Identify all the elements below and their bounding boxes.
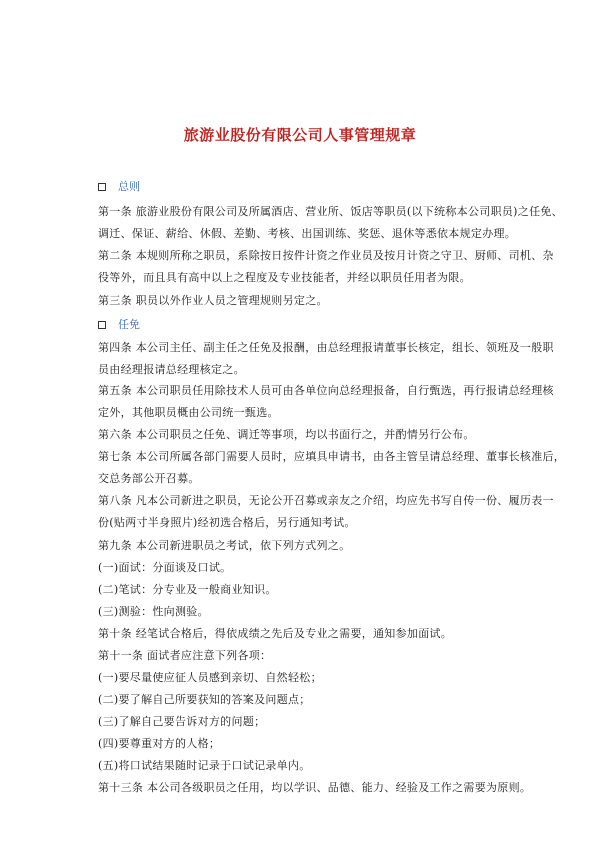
text-line: 第八条 凡本公司新进之职员，无论公开召募或亲友之介绍，均应先书写自传一份、履历表一 [98,494,554,507]
text-line: 第五条 本公司职员任用除技术人员可由各单位向总经理报备，自行甄选，再行报请总经理核 [98,384,554,397]
text-line: 第十三条 本公司各级职员之任用，均以学识、品德、能力、经验及工作之需要为原则。 [98,781,532,794]
paragraph-article-1 [98,201,563,245]
text-line: 第十一条 面试者应注意下列各项： [98,649,272,662]
paragraph-article-4 [98,337,554,381]
text-line: 第三条 职员以外作业人员之管理规则另定之。 [98,294,328,307]
text-line: 调迁、保证、薪给、休假、差勤、考核、出国训练、奖惩、退休等悉依本规定办理。 [98,227,517,240]
paragraph-article-7 [98,446,566,490]
text-line: 役等外，而且具有高中以上之程度及专业技能者，并经以职员任用者为限。 [98,271,471,284]
list-item: (一)要尽量使应征人员感到亲切、自然轻松； [98,671,322,684]
text-line: 份(贴两寸半身照片)经初选合格后，另行通知考试。 [98,516,356,529]
section-appointment-label: 任免 [118,318,140,331]
paragraph-article-2 [98,245,554,289]
paragraph-article-13 [98,777,532,799]
list-item: (二)笔试：分专业及一般商业知识。 [98,583,277,596]
text-line: 第六条 本公司职员之任免、调迁等事项，均以书面行之，并酌情另行公布。 [98,428,475,441]
document-title: 旅游业股份有限公司人事管理规章 [183,126,417,144]
paragraph-article-3 [98,290,518,312]
list-item: (二)要了解自己所要获知的答案及问题点； [98,693,311,706]
text-line: 第四条 本公司主任、副主任之任免及报酬，由总经理报请董事长核定，组长、领班及一般职 [98,341,554,354]
paragraph-article-11 [98,645,518,777]
list-item: (一)面试：分面谈及口试。 [98,561,232,574]
checkbox-square-icon [98,321,106,329]
text-line: 第二条 本规则所称之职员，系除按日按件计资之作业员及按月计资之守卫、厨师、司机、杂 [98,249,554,262]
paragraph-article-9 [98,535,518,623]
section-appointment [98,318,140,332]
list-item: (三)了解自己要告诉对方的问题； [98,715,266,728]
list-item: (四)要尊重对方的人格； [98,737,221,750]
paragraph-article-6 [98,424,518,446]
text-line: 交总务部公开召募。 [98,472,200,485]
paragraph-article-8 [98,490,554,534]
text-line: 定外，其他职员概由公司统一甄选。 [98,406,279,419]
list-item: (三)测验：性向测验。 [98,605,209,618]
checkbox-square-icon [98,183,106,191]
section-general [98,180,140,194]
text-line: 第九条 本公司新进职员之考试，依下列方式列之。 [98,539,351,552]
text-line: 第一条 旅游业股份有限公司及所属酒店、营业所、饭店等职员(以下统称本公司职员)之任免、 [98,205,563,218]
section-general-label: 总则 [118,180,140,193]
paragraph-article-5 [98,380,554,424]
text-line: 第十条 经笔试合格后，得依成绩之先后及专业之需要，通知参加面试。 [98,627,453,640]
paragraph-article-10 [98,623,518,645]
list-item: (五)将口试结果随时记录于口试记录单内。 [98,759,311,772]
text-line: 员由经理报请总经理核定之。 [98,363,245,376]
text-line: 第七条 本公司所属各部门需要人员时，应填具申请书，由各主管呈请总经理、董事长核准后， [98,450,566,463]
